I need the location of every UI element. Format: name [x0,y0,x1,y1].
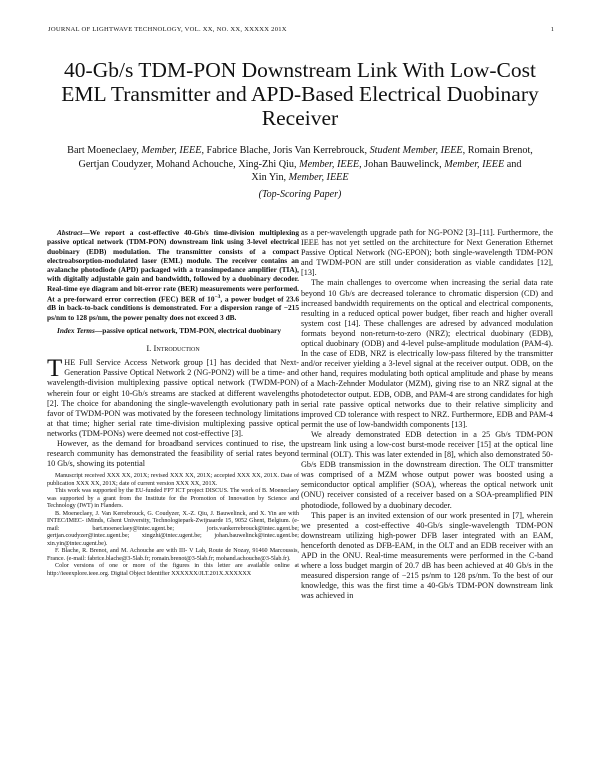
drop-cap: T [47,355,63,383]
intro-paragraph-2: However, as the demand for broadband services continued to rise, the research community has demonstrated the feasibility of serial rates beyond 10 Gb/s, showing its potential [47,439,299,469]
paper-title: 40-Gb/s TDM-PON Downstream Link With Low-Cost EML Transmitter and APD-Based Electrical Duobinary Receiver [61,58,539,130]
paper-type-label: (Top-Scoring Paper) [258,189,342,200]
body-paragraph: The main challenges to overcome when increasing the serial data rate beyond 10 Gb/s are decreased tolerance to chromatic dispersion (CD) and increased bandwidth requirements on the optical and electrical components, resulting in a reduced optical power budget, fiber reach and higher overall system cost [14]. These challenges are adresed by advanced modulation formats beyond non-return-to-zero (NRZ); electrical duobinary (EDB), optical duobinary (ODB) and 4-level pulse-amplitude modulation (PAM-4). In the case of EDB, NRZ is electrically low-pass filtered by the transmitter and/or receiver yielding a 3-level signal at the receiver output. ODB, on the other hand, requires modulating both optical amplitude and phase by means of a Mach-Zehnder Modulator (MZM), giving rise to an NRZ signal at the photodetector output. EDB, ODB, and PAM-4 are strong candidates for high serial rate passive optical networks due to their relative simplicity and improved CD tolerance with respect to NRZ. Furthermore, EDB and PAM-4 permit the use of low-bandwidth components [13]. [301,278,553,429]
body-paragraph: We already demonstrated EDB detection in a 25 Gb/s TDM-PON upstream link using a low-cost burst-mode receiver [15] at the optical line terminal (OLT). This was later extended in [8], which also demonstrated 50-Gb/s EDB transmission in the downstream direction. The OLT transmitter was comprised of a MZM whose output power was boosted using a semiconductor optical amplifier (SOA), whereas the optical network unit (ONU) receiver consisted of a receiver based on a SOA-preamplified PIN photodiode, followed by a duobinary decoder. [301,429,553,510]
left-column [47,228,299,578]
page-number: 1 [550,26,554,33]
intro-paragraph-1: THE Full Service Access Network group [1] has decided that Next-Generation Passive Optical Network 2 (NG-PON2) will be a time- and wavelength-division multiplexing passive optical network (TWDM-PON) wherein four or eight 10-Gb/s streams are stacked at different wavelengths [2]. The choice for abandoning the single-wavelength evolutionary path in favor of TWDM-PON was motivated by the foreseen technology limitations at that time; higher serial rate time-division multiplexing passive optical networks (TDM-PONs) were deemed not cost-effective [3]. [47,355,299,438]
section-heading-introduction: I. Introduction [146,343,200,354]
running-header: JOURNAL OF LIGHTWAVE TECHNOLOGY, VOL. XX, NO. XX, XXXXX 201X [48,26,287,33]
index-terms: Index Terms—passive optical network, TDM-PON, electrical duobinary [57,325,281,335]
body-paragraph: This paper is an invited extension of our work presented in [7], wherein we presented a cost-effective 40-Gb/s single-wavelength TDM-PON downstream utilizing high-power DFB laser integrated with an EAM, henceforth denoted as DFB-EAM, in the OLT and an EDB receiver with an APD in the ONU. Real-time measurements were performed in the C-band where a loss budget margin of 20.7 dB has been achieved at 40 Gb/s in the measured dispersion range of −215 ps/nm to 128 ps/nm. To the best of our knowledge, this was the first time a 40-Gb/s TDM-PON downstream link was achieved in [301,510,553,601]
right-column [301,228,553,601]
author-list: Bart Moeneclaey, Member, IEEE, Fabrice Blache, Joris Van Kerrebrouck, Student Member, IEEE, Romain Brenot, Gertjan Coudyzer, Mohand Achouche, Xing-Zhi Qiu, Member, IEEE, Johan Bauwelinck, Member, IEEE and Xin Yin, Member, IEEE [67,145,533,184]
abstract: Abstract—We report a cost-effective 40-Gb/s time-division multiplexing passive optical network (TDM-PON) downstream link using 3-level electrical duobinary (EDB) modulation. The transmitter consists of a compact electroabsorption-modulated laser (EML) module. The receiver contains an avalanche photodiode (APD) packaged with a transimpedance amplifier (TIA), with digitally adjustable gain and bandwidth, followed by a duobinary decoder. Real-time eye diagram and bit-error rate (BER) measurements were performed. At a pre-forward error correction (FEC) BER of $10^{-3}$, a power budget of 23.6 dB in back-to-back conditions is demonstrated. For a dispersion range of −215 ps/nm to 128 ps/nm, the power penalty does not exceed 3 dB. [47,228,299,322]
body-paragraph: as a per-wavelength upgrade path for NG-PON2 [3]–[11]. Furthermore, the IEEE has not yet settled on the architecture for Next Generation Ethernet Passive Optical Network (NG-EPON); both single-wavelength TDM-PON and TWDM-PON are still under consideration as viable candidates [12], [13]. [301,228,553,278]
footnotes: Manuscript received XXX XX, 201X; revised XXX XX, 201X; accepted XXX XX, 201X. Date of publication XXX XX, 201X; date of current version XXX XX, 201X. This work was supported by the EU-funded FP7 ICT project DISCUS. The work of B. Moeneclaey was supported by a grant from the Institute for the Promotion of Innovation by Science and Technology (IWT) in Flanders. B. Moeneclaey, J. Van Kerrebrouck, G. Coudyzer, X.-Z. Qiu, J. Bauwelinck, and X. Yin are with INTEC/IMEC- iMinds, Ghent University, Technologiepark-Zwijnaarde 15, 9052 Ghent, Belgium. (e-mail: bart.moeneclaey@intec.ugent.be; joris.vankerrebrouck@intec.ugent.be; gertjan.coudyzer@intec.ugent.be; xingzhi@intec.ugent.be; johan.bauwelinck@intec.ugent.be; xin.yin@intec.ugent.be). F. Blache, R. Brenot, and M. Achouche are with III- V Lab, Route de Nozay, 91460 Marcoussis, France. (e-mail: fabrice.blache@3-5lab.fr; romain.brenot@3-5lab.fr; mohand.achouche@3-5lab.fr). Color versions of one or more of the figures in this letter are available online at http://ieeexplore.ieee.org. Digital Object Identifier XXXXXX/JLT.201X.XXXXXX [47,473,299,577]
